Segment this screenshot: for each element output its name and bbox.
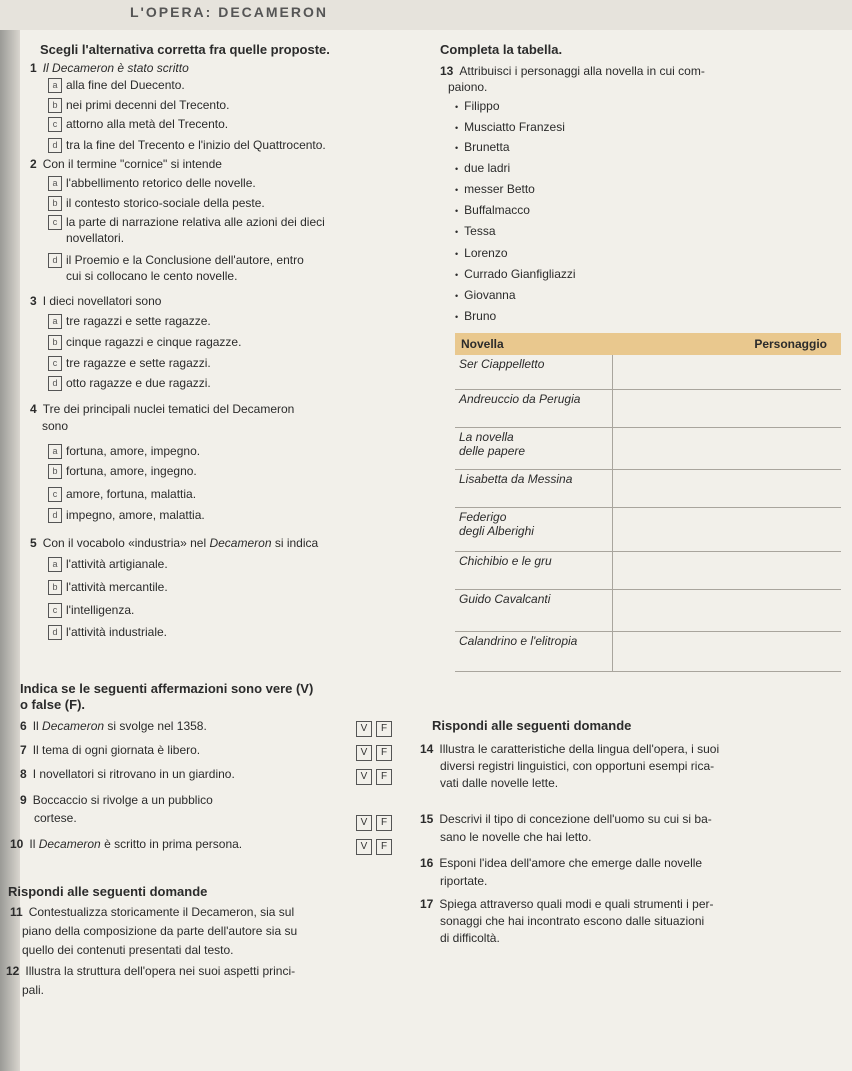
character-name: • due ladri (455, 161, 511, 175)
table-cell-novella: La novella delle papere (455, 427, 613, 469)
statement-8-vf[interactable]: V F (356, 766, 398, 782)
table-cell-personaggio[interactable] (613, 589, 842, 631)
table-cell-novella: Guido Cavalcanti (455, 589, 613, 631)
question-15: 15 Descrivi il tipo di concezione dell'uomo su cui si ba- (420, 812, 712, 826)
table-cell-novella: Chichibio e le gru (455, 551, 613, 589)
character-name: • Bruno (455, 309, 497, 323)
table-cell-personaggio[interactable] (613, 551, 842, 589)
question-16: 16 Esponi l'idea dell'amore che emerge dalle novelle (420, 856, 703, 870)
question-2: 2 Con il termine "cornice" si intende (30, 157, 222, 171)
statement-6-vf[interactable]: V F (356, 718, 398, 734)
table-header-personaggio: Personaggio (613, 333, 842, 355)
character-name: • Musciatto Franzesi (455, 120, 565, 134)
q2-option-c[interactable]: c la parte di narrazione relativa alle azioni dei dieci (48, 215, 325, 230)
question-13: 13 Attribuisci i personaggi alla novella in cui com- (440, 64, 705, 78)
character-name: • Filippo (455, 99, 500, 113)
page-header (0, 0, 852, 30)
q3-option-d[interactable]: d otto ragazze e due ragazzi. (48, 376, 211, 391)
q1-option-b[interactable]: b nei primi decenni del Trecento. (48, 98, 229, 113)
question-3: 3 I dieci novellatori sono (30, 294, 162, 308)
q5-option-c[interactable]: c l'intelligenza. (48, 603, 134, 618)
character-name: • Tessa (455, 224, 496, 238)
q5-option-b[interactable]: b l'attività mercantile. (48, 580, 168, 595)
question-16-line-2: riportate. (440, 874, 488, 888)
novella-character-table (455, 333, 841, 672)
statement-8: 8 I novellatori si ritrovano in un giardino. (20, 767, 235, 781)
question-11-line-2: piano della composizione da parte dell'autore sia su (22, 924, 298, 938)
q1-option-d[interactable]: d tra la fine del Trecento e l'inizio del Quattrocento. (48, 138, 326, 153)
q4-option-b[interactable]: b fortuna, amore, ingegno. (48, 464, 197, 479)
table-cell-personaggio[interactable] (613, 427, 842, 469)
table-instruction: Completa la tabella. (440, 42, 563, 57)
question-5: 5 Con il vocabolo «industria» nel Decameron si indica (30, 536, 319, 550)
statement-6: 6 Il Decameron si svolge nel 1358. (20, 719, 207, 733)
question-4-cont: sono (42, 419, 69, 433)
answer-section-title-left: Rispondi alle seguenti domande (8, 884, 208, 899)
character-name: • Giovanna (455, 288, 516, 302)
question-14-line-3: vati dalle novelle lette. (440, 776, 559, 790)
statement-9-vf[interactable]: V F (356, 812, 398, 828)
table-header-novella: Novella (455, 333, 613, 355)
q3-option-a[interactable]: a tre ragazzi e sette ragazze. (48, 314, 211, 329)
true-false-instruction: Indica se le seguenti affermazioni sono vere (V) (20, 681, 314, 696)
exercise-instruction: Scegli l'alternativa corretta fra quelle proposte. (40, 42, 330, 57)
table-cell-novella: Ser Ciappelletto (455, 355, 613, 389)
q2-option-a[interactable]: a l'abbellimento retorico delle novelle. (48, 176, 256, 191)
statement-9-cont: cortese. (34, 811, 77, 825)
q2-option-d[interactable]: d il Proemio e la Conclusione dell'autore, entro (48, 253, 304, 268)
question-15-line-2: sano le novelle che hai letto. (440, 830, 592, 844)
question-11: 11 Contestualizza storicamente il Decameron, sia sul (10, 905, 295, 919)
q4-option-a[interactable]: a fortuna, amore, impegno. (48, 444, 200, 459)
statement-7: 7 Il tema di ogni giornata è libero. (20, 743, 201, 757)
character-name: • Brunetta (455, 140, 510, 154)
q1-option-c[interactable]: c attorno alla metà del Trecento. (48, 117, 228, 132)
q2-option-d-cont: cui si collocano le cento novelle. (66, 269, 238, 283)
statement-7-vf[interactable]: V F (356, 742, 398, 758)
q1-option-a[interactable]: a alla fine del Duecento. (48, 78, 185, 93)
question-12: 12 Illustra la struttura dell'opera nei suoi aspetti princi- (6, 964, 296, 978)
table-cell-personaggio[interactable] (613, 631, 842, 671)
q4-option-c[interactable]: c amore, fortuna, malattia. (48, 487, 196, 502)
statement-9: 9 Boccaccio si rivolge a un pubblico (20, 793, 213, 807)
section-title: L'OPERA: DECAMERON (130, 4, 328, 20)
q3-option-c[interactable]: c tre ragazze e sette ragazzi. (48, 356, 211, 371)
q3-option-b[interactable]: b cinque ragazzi e cinque ragazze. (48, 335, 241, 350)
table-cell-novella: Lisabetta da Messina (455, 469, 613, 507)
question-17-line-3: di difficoltà. (440, 931, 500, 945)
q4-option-d[interactable]: d impegno, amore, malattia. (48, 508, 205, 523)
true-false-instruction-cont: o false (F). (20, 697, 86, 712)
table-cell-personaggio[interactable] (613, 389, 842, 427)
question-17-line-2: sonaggi che hai incontrato escono dalle situazioni (440, 914, 705, 928)
question-14-line-2: diversi registri linguistici, con opportuni esempi rica- (440, 759, 715, 773)
statement-10: 10 Il Decameron è scritto in prima persona. (10, 837, 243, 851)
question-14: 14 Illustra le caratteristiche della lingua dell'opera, i suoi (420, 742, 720, 756)
question-4: 4 Tre dei principali nuclei tematici del Decameron (30, 402, 295, 416)
q2-option-b[interactable]: b il contesto storico-sociale della peste. (48, 196, 265, 211)
table-cell-novella: Andreuccio da Perugia (455, 389, 613, 427)
question-11-line-3: quello dei contenuti presentati dal testo. (22, 943, 234, 957)
q2-option-c-cont: novellatori. (66, 231, 125, 245)
question-17: 17 Spiega attraverso quali modi e quali strumenti i per- (420, 897, 714, 911)
q5-option-a[interactable]: a l'attività artigianale. (48, 557, 168, 572)
q5-option-d[interactable]: d l'attività industriale. (48, 625, 167, 640)
table-cell-personaggio[interactable] (613, 355, 842, 389)
question-1: 1 Il Decameron è stato scritto (30, 61, 189, 75)
answer-section-title-right: Rispondi alle seguenti domande (432, 718, 632, 733)
character-name: • Lorenzo (455, 246, 508, 260)
character-name: • messer Betto (455, 182, 535, 196)
character-name: • Buffalmacco (455, 203, 530, 217)
question-13-line-2: paiono. (448, 80, 488, 94)
character-name: • Currado Gianfigliazzi (455, 267, 576, 281)
table-cell-novella: Calandrino e l'elitropia (455, 631, 613, 671)
table-cell-personaggio[interactable] (613, 507, 842, 551)
question-12-line-2: pali. (22, 983, 45, 997)
table-cell-novella: Federigo degli Alberighi (455, 507, 613, 551)
statement-10-vf[interactable]: V F (356, 836, 398, 852)
table-cell-personaggio[interactable] (613, 469, 842, 507)
